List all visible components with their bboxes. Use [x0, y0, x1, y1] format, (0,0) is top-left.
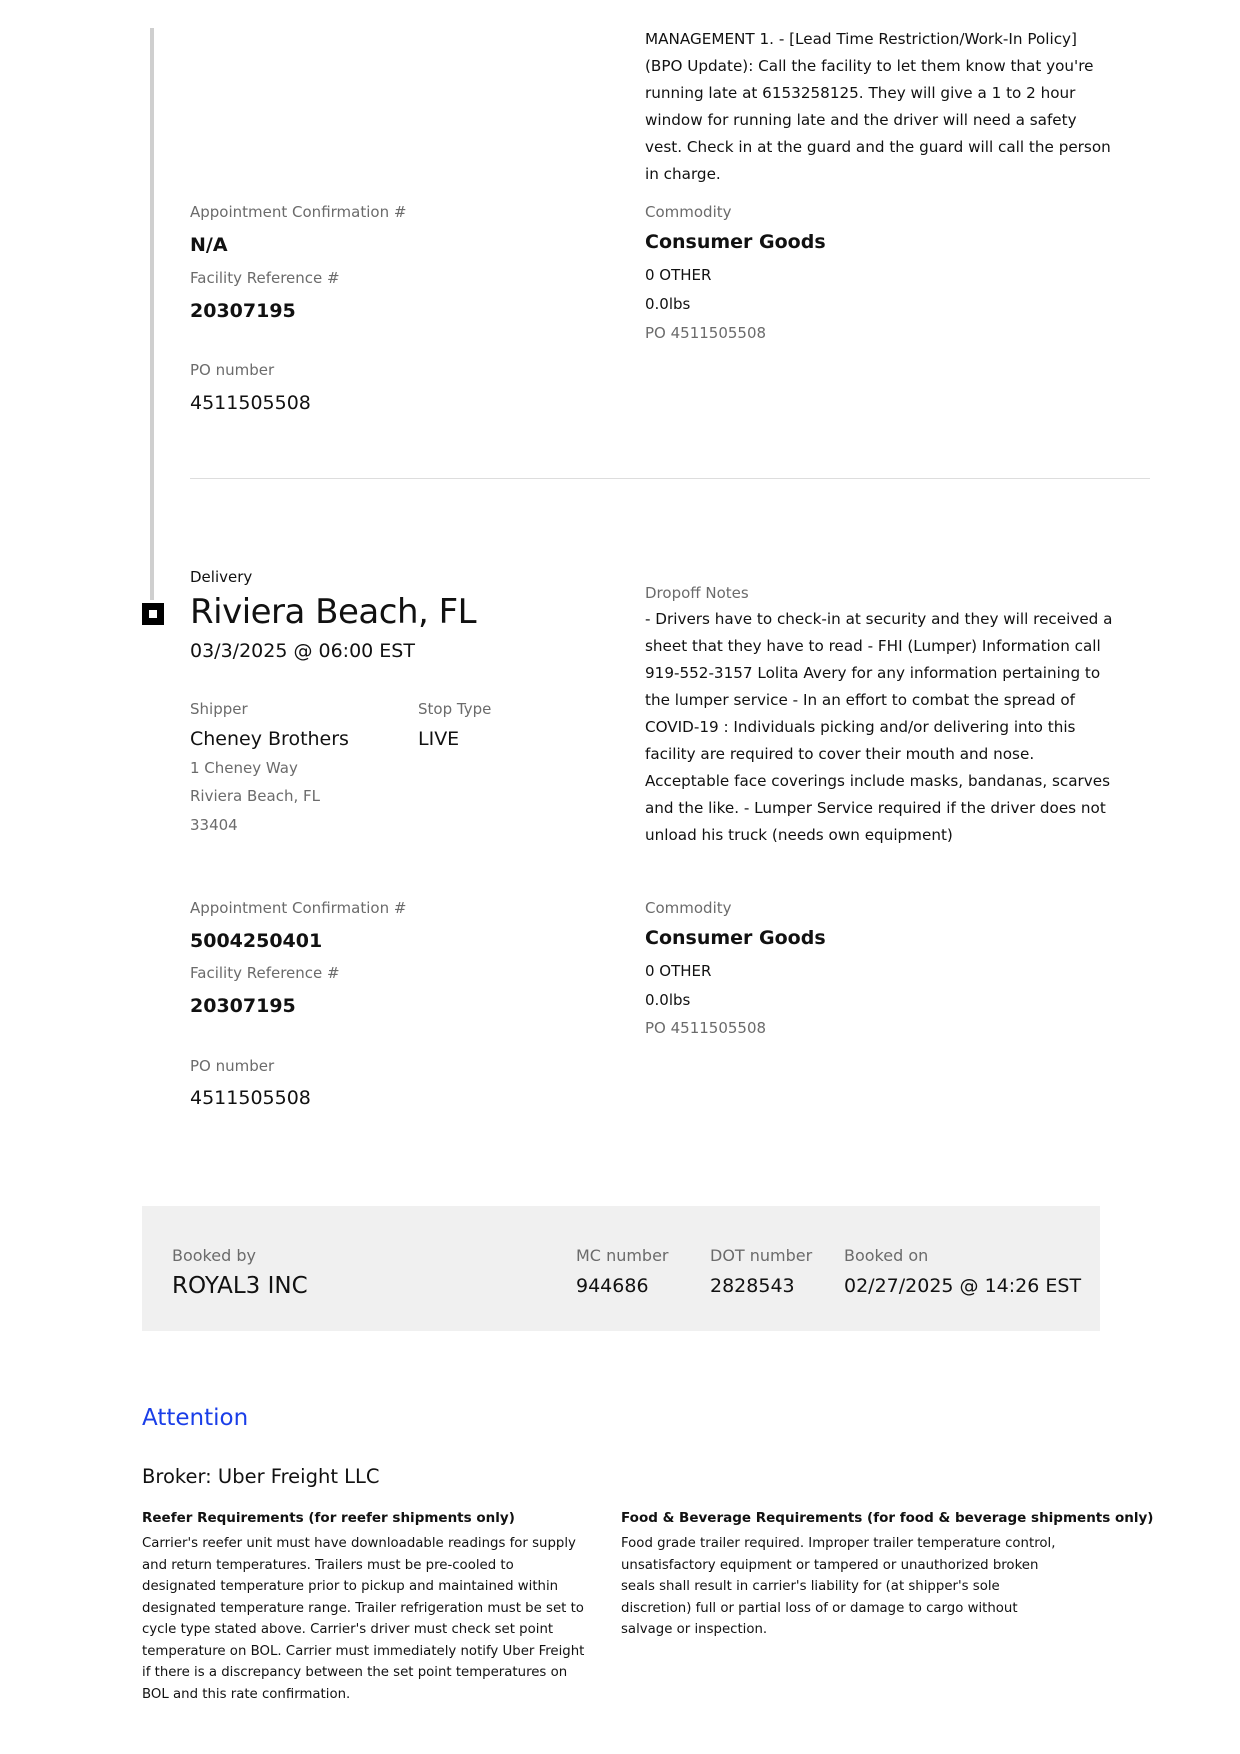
- delivery-datetime: 03/3/2025 @ 06:00 EST: [190, 640, 415, 662]
- dot-number-label: DOT number: [710, 1246, 813, 1265]
- stop-timeline: [150, 28, 154, 600]
- reefer-requirements-text: Carrier's reefer unit must have downloadable readings for supply and return temperatures. Trailers must be pre-cooled to designated temperature prior to pickup and maintained within designated temperature range. Trailer refrigeration must be set to cycle type stated above. Carrier's driver must check set point temperature on BOL. Carrier must immediately notify Uber Freight if there is a discrepancy between the set point temperatures on BOL and this rate confirmation.: [142, 1536, 585, 1702]
- booking-summary: [142, 1206, 1100, 1331]
- delivery-facility-ref-value: 20307195: [190, 995, 296, 1017]
- delivery-commodity-label: Commodity: [645, 899, 732, 917]
- booked-on-label: Booked on: [844, 1246, 929, 1265]
- pickup-po-value: 4511505508: [190, 392, 311, 414]
- stop-type-value: LIVE: [418, 728, 460, 750]
- delivery-facility-ref-label: Facility Reference #: [190, 964, 340, 982]
- attention-title: Attention: [142, 1405, 249, 1431]
- shipper-name: Cheney Brothers: [190, 728, 349, 750]
- stop-type-label: Stop Type: [418, 700, 492, 718]
- pickup-commodity-name: Consumer Goods: [645, 231, 826, 253]
- pickup-notes: MANAGEMENT 1. - [Lead Time Restriction/Work-In Policy] (BPO Update): Call the facility to let them know that you're running late at 6153258125. They will give a 1 to 2 hour window for running late and the driver will need a safety vest. Check in at the guard and the guard will call the person in charge.: [645, 30, 1111, 183]
- mc-number-value: 944686: [576, 1275, 649, 1297]
- dropoff-notes: - Drivers have to check-in at security and they will received a sheet that they have to read - FHI (Lumper) Information call 919-552-3157 Lolita Avery for any information pertaining to the lumper service - In an effort to combat the spread of COVID-19 : Individuals picking and/or delivering into this facility are required to cover their mouth and nose. Acceptable face coverings include masks, bandanas, scarves and the like. - Lumper Service required if the driver does not unload his truck (needs own equipment): [645, 610, 1113, 844]
- mc-number-label: MC number: [576, 1246, 669, 1265]
- broker-name: Broker: Uber Freight LLC: [142, 1465, 380, 1488]
- dropoff-notes-label: Dropoff Notes: [645, 584, 749, 602]
- delivery-appointment-label: Appointment Confirmation #: [190, 899, 407, 917]
- pickup-commodity-qty: 0 OTHER: [645, 266, 712, 284]
- booked-on-value: 02/27/2025 @ 14:26 EST: [844, 1275, 1082, 1297]
- dot-number-value: 2828543: [710, 1275, 795, 1297]
- shipper-address-line2: Riviera Beach, FL: [190, 787, 320, 805]
- shipper-address-line1: 1 Cheney Way: [190, 759, 298, 777]
- delivery-appointment-value: 5004250401: [190, 930, 323, 952]
- reefer-requirements-title: Reefer Requirements (for reefer shipments only): [142, 1510, 515, 1526]
- pickup-appointment-value: N/A: [190, 234, 228, 256]
- booked-by-label: Booked by: [172, 1246, 256, 1265]
- delivery-commodity-po: PO 4511505508: [645, 1019, 767, 1037]
- delivery-type-label: Delivery: [190, 568, 253, 586]
- food-requirements-text: Food grade trailer required. Improper trailer temperature control, unsatisfactory equipment or tampered or unauthorized broken seals shall result in carrier's liability for (at shipper's sole discretion) full or partial loss of or damage to cargo without salvage or inspection.: [621, 1536, 1056, 1637]
- delivery-po-value: 4511505508: [190, 1087, 311, 1109]
- shipper-address-zip: 33404: [190, 816, 238, 834]
- delivery-commodity-qty: 0 OTHER: [645, 962, 712, 980]
- pickup-po-label: PO number: [190, 361, 275, 379]
- shipper-label: Shipper: [190, 700, 248, 718]
- delivery-po-label: PO number: [190, 1057, 275, 1075]
- pickup-commodity-po: PO 4511505508: [645, 324, 767, 342]
- section-divider: [190, 478, 1150, 479]
- booked-by-value: ROYAL3 INC: [172, 1273, 308, 1299]
- delivery-city: Riviera Beach, FL: [190, 592, 477, 632]
- pickup-commodity-weight: 0.0lbs: [645, 295, 691, 313]
- delivery-commodity-name: Consumer Goods: [645, 927, 826, 949]
- pickup-commodity-label: Commodity: [645, 203, 732, 221]
- pickup-facility-ref-label: Facility Reference #: [190, 269, 340, 287]
- delivery-stop-marker-icon: [142, 603, 164, 625]
- delivery-commodity-weight: 0.0lbs: [645, 991, 691, 1009]
- food-requirements-title: Food & Beverage Requirements (for food & beverage shipments only): [621, 1510, 1154, 1526]
- pickup-facility-ref-value: 20307195: [190, 300, 296, 322]
- pickup-appointment-label: Appointment Confirmation #: [190, 203, 407, 221]
